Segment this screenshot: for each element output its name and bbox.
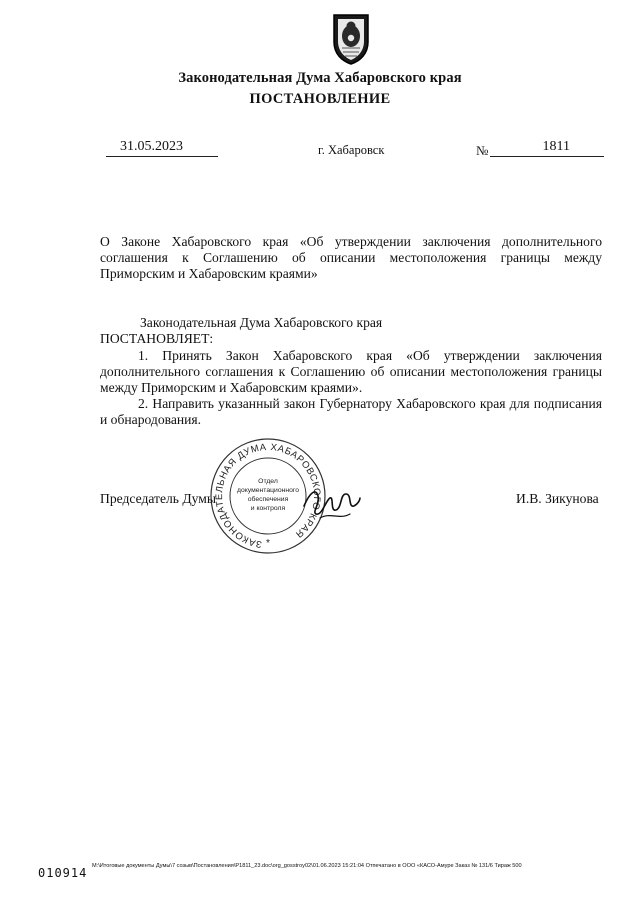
document-city: г. Хабаровск (318, 143, 385, 157)
document-type-heading: ПОСТАНОВЛЕНИЕ (249, 91, 391, 107)
stamp-line-2: документационного (236, 487, 300, 494)
stamp-line-1: Отдел (258, 478, 278, 485)
signatory-title: Председатель Думы (100, 491, 217, 506)
signatory-name: И.В. Зикунова (516, 491, 599, 506)
resolves-heading: ПОСТАНОВЛЯЕТ: (100, 331, 214, 346)
footer-file-path: M:\Итоговые документы Думы\7 созыв\Постановления\P1811_23.doc\org_gosstroy02\01.06.2023 15:21:04 Отпечатано в ООО «КАСО-Амуре Заказ № 131/6 Тираж 500 (92, 863, 522, 869)
resolution-item-1: 1. Принять Закон Хабаровского края «Об утверждении заключения дополнительного соглашения к Соглашению об описании местоположения границы между Приморским и Хабаровским краями». (100, 348, 602, 395)
organization-title: Законодательная Дума Хабаровского края (178, 70, 462, 86)
coat-of-arms-emblem (330, 12, 372, 66)
document-subject: О Законе Хабаровского края «Об утверждении заключения дополнительного соглашения к Соглашению об описании местоположения границы между Приморским и Хабаровским краями» (100, 234, 602, 281)
preamble-text: Законодательная Дума Хабаровского края (140, 315, 383, 330)
stamp-mark: * (266, 538, 270, 549)
serial-number: 010914 (38, 866, 88, 880)
resolution-item-2: 2. Направить указанный закон Губернатору Хабаровского края для подписания и обнародования. (100, 396, 602, 427)
number-sign: № (476, 143, 489, 158)
stamp-line-4: и контроля (250, 505, 286, 512)
stamp-ring-text: ЗАКОНОДАТЕЛЬНАЯ ДУМА ХАБАРОВСКОГО КРАЯ (214, 441, 323, 550)
handwritten-signature (300, 482, 362, 524)
document-date: 31.05.2023 (106, 138, 218, 157)
stamp-line-3: обеспечения (247, 496, 289, 503)
document-number: 1811 (490, 138, 604, 157)
